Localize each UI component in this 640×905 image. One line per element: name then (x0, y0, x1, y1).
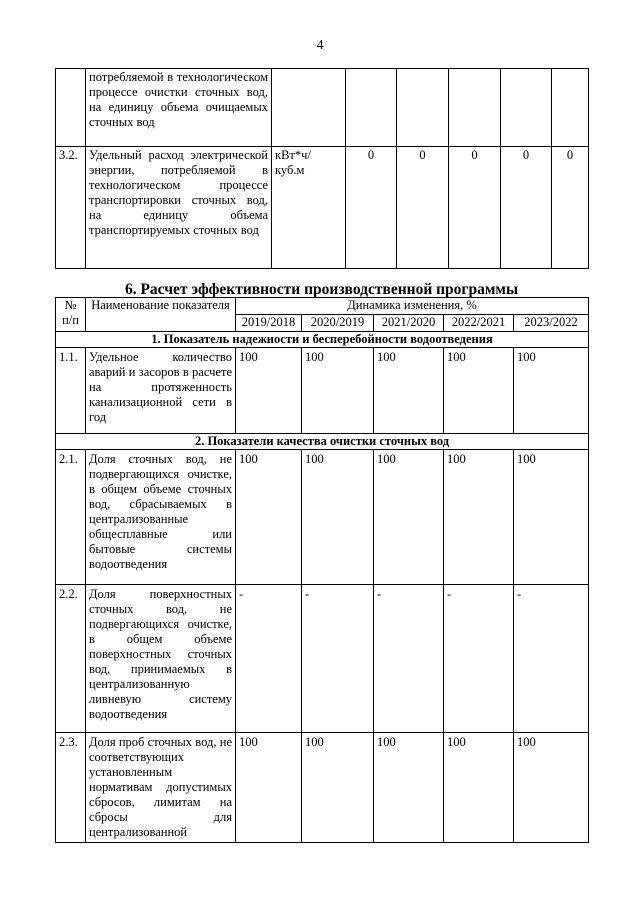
indicator-name: Доля поверхностных сточных вод, не подвергающихся очистке, в общем объеме поверхностных сточных вод, принимаемых в централизованную ливневую систему водоотведения (86, 585, 236, 733)
indicator-name: Доля проб сточных вод, не соответствующих установленным нормативам допустимых сбросов, лимитам на сбросы для централизованной (86, 733, 236, 843)
page-number: 4 (316, 38, 324, 53)
period-header: 2019/2018 (236, 315, 302, 332)
value-cell: 100 (444, 450, 514, 585)
efficiency-table (55, 297, 589, 843)
indicator-name: Доля сточных вод, не подвергающихся очистке, в общем объеме сточных вод, сбрасываемых в централизованные общесплавные или бытовые системы водоотведения (86, 450, 236, 585)
value-cell: 100 (444, 733, 514, 843)
header-num: № п/п (56, 298, 86, 332)
value-cell: 100 (514, 348, 589, 434)
section-title: 6. Расчет эффективности производственной программы (124, 281, 519, 298)
value-cell: 0 (552, 147, 589, 269)
value-cell: 0 (346, 147, 397, 269)
row-number: 1.1. (56, 348, 86, 434)
value-cell (346, 69, 397, 147)
unit-cell (272, 69, 346, 147)
header-row (56, 298, 589, 315)
value-cell: 100 (302, 733, 374, 843)
value-cell: - (236, 585, 302, 733)
period-header: 2022/2021 (444, 315, 514, 332)
table-row (56, 348, 589, 434)
row-number: 3.2. (56, 147, 86, 269)
indicator-name: Удельный расход электрической энергии, потребляемой в технологическом процессе транспортировки сточных вод, на единицу объема транспортируемых сточных вод (86, 147, 272, 269)
indicator-name: потребляемой в технологическом процессе очистки сточных вод, на единицу объема очищаемых сточных вод (86, 69, 272, 147)
value-cell: 0 (449, 147, 501, 269)
value-cell: 100 (374, 733, 444, 843)
period-header: 2023/2022 (514, 315, 589, 332)
value-cell: - (374, 585, 444, 733)
value-cell: - (302, 585, 374, 733)
value-cell (397, 69, 449, 147)
value-cell: 100 (236, 733, 302, 843)
header-dynamics: Динамика изменения, % (236, 298, 589, 315)
value-cell: - (514, 585, 589, 733)
value-cell: 100 (374, 348, 444, 434)
value-cell (552, 69, 589, 147)
value-cell: 100 (236, 348, 302, 434)
value-cell: 0 (501, 147, 552, 269)
table-row (56, 733, 589, 843)
value-cell: 100 (444, 348, 514, 434)
row-number: 2.3. (56, 733, 86, 843)
period-header: 2020/2019 (302, 315, 374, 332)
group-title: 1. Показатель надежности и бесперебойности водоотведения (56, 332, 589, 348)
table-row (56, 585, 589, 733)
value-cell: 100 (302, 348, 374, 434)
value-cell: 100 (514, 733, 589, 843)
row-number: 2.2. (56, 585, 86, 733)
value-cell: 0 (397, 147, 449, 269)
top-table (55, 68, 589, 269)
value-cell: 100 (302, 450, 374, 585)
value-cell: 100 (236, 450, 302, 585)
header-name: Наименование показателя (86, 298, 236, 332)
group-header-row (56, 434, 589, 450)
value-cell (449, 69, 501, 147)
value-cell (501, 69, 552, 147)
group-header-row (56, 332, 589, 348)
value-cell: 100 (374, 450, 444, 585)
table-row (56, 147, 589, 269)
group-title: 2. Показатели качества очистки сточных вод (56, 434, 589, 450)
table-row (56, 69, 589, 147)
value-cell: 100 (514, 450, 589, 585)
table-row (56, 450, 589, 585)
row-number: 2.1. (56, 450, 86, 585)
unit-cell: кВт*ч/ куб.м (272, 147, 346, 269)
value-cell: - (444, 585, 514, 733)
indicator-name: Удельное количество аварий и засоров в расчете на протяженность канализационной сети в год (86, 348, 236, 434)
period-header: 2021/2020 (374, 315, 444, 332)
row-number (56, 69, 86, 147)
